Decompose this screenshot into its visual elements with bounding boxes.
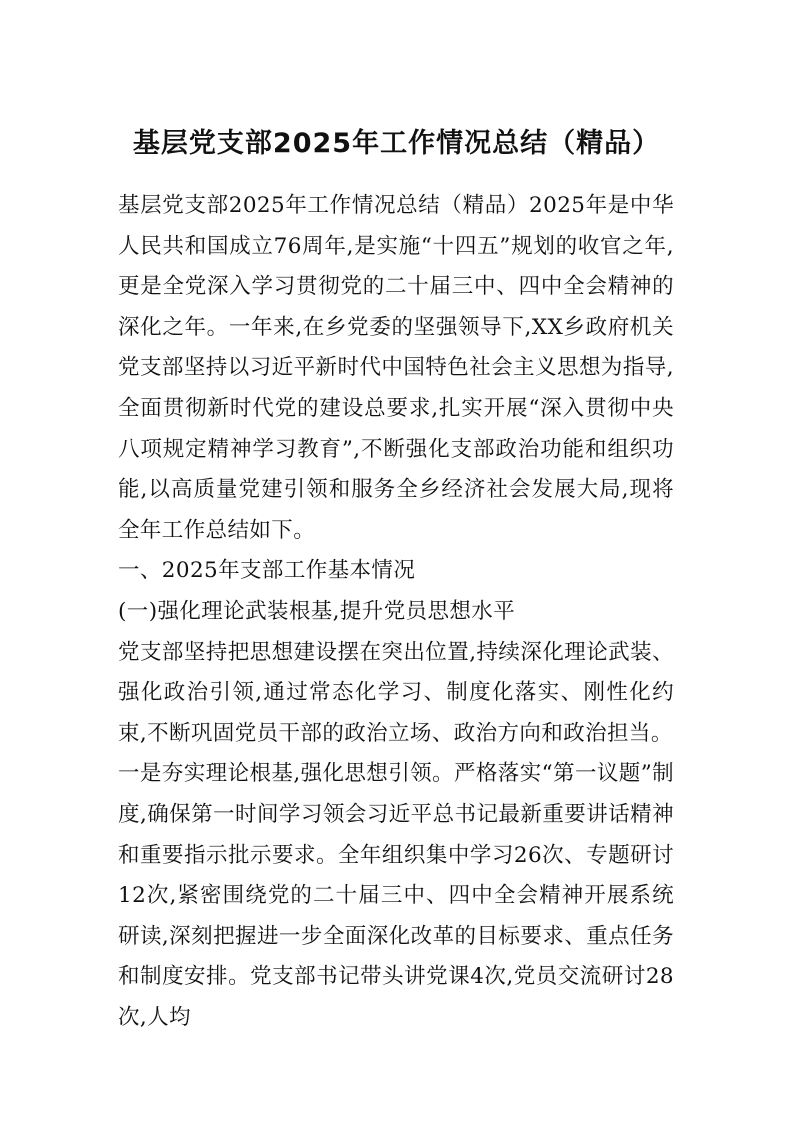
document-body — [118, 186, 674, 1038]
subsection-heading: (一)强化理论武装根基,提升党员思想水平 — [118, 598, 516, 624]
section-heading: 一、2025年支部工作基本情况 — [118, 558, 416, 584]
body-paragraph: 一是夯实理论根基,强化思想引领。严格落实“第一议题”制度,确保第一时间学习领会习近平总书记最新重要讲话精神和重要指示批示要求。全年组织集中学习26次、专题研讨12次,紧密围绕党的二十届三中、四中全会精神开展系统研读,深刻把握进一步全面深化改革的目标要求、重点任务和制度安排。党支部书记带头讲党课4次,党员交流研讨28次,人均 — [118, 761, 674, 1030]
body-paragraph: 党支部坚持把思想建设摆在突出位置,持续深化理论武装、强化政治引领,通过常态化学习、制度化落实、刚性化约束,不断巩固党员干部的政治立场、政治方向和政治担当。 — [118, 639, 674, 746]
intro-paragraph: 基层党支部2025年工作情况总结（精品）2025年是中华人民共和国成立76周年,是实施“十四五”规划的收官之年,更是全党深入学习贯彻党的二十届三中、四中全会精神的深化之年。一年来,在乡党委的坚强领导下,XX乡政府机关党支部坚持以习近平新时代中国特色社会主义思想为指导,全面贯彻新时代党的建设总要求,扎实开展“深入贯彻中央八项规定精神学习教育”,不断强化支部政治功能和组织功能,以高质量党建引领和服务全乡经济社会发展大局,现将全年工作总结如下。 — [118, 193, 674, 543]
document-title: 基层党支部2025年工作情况总结（精品） — [132, 128, 661, 159]
